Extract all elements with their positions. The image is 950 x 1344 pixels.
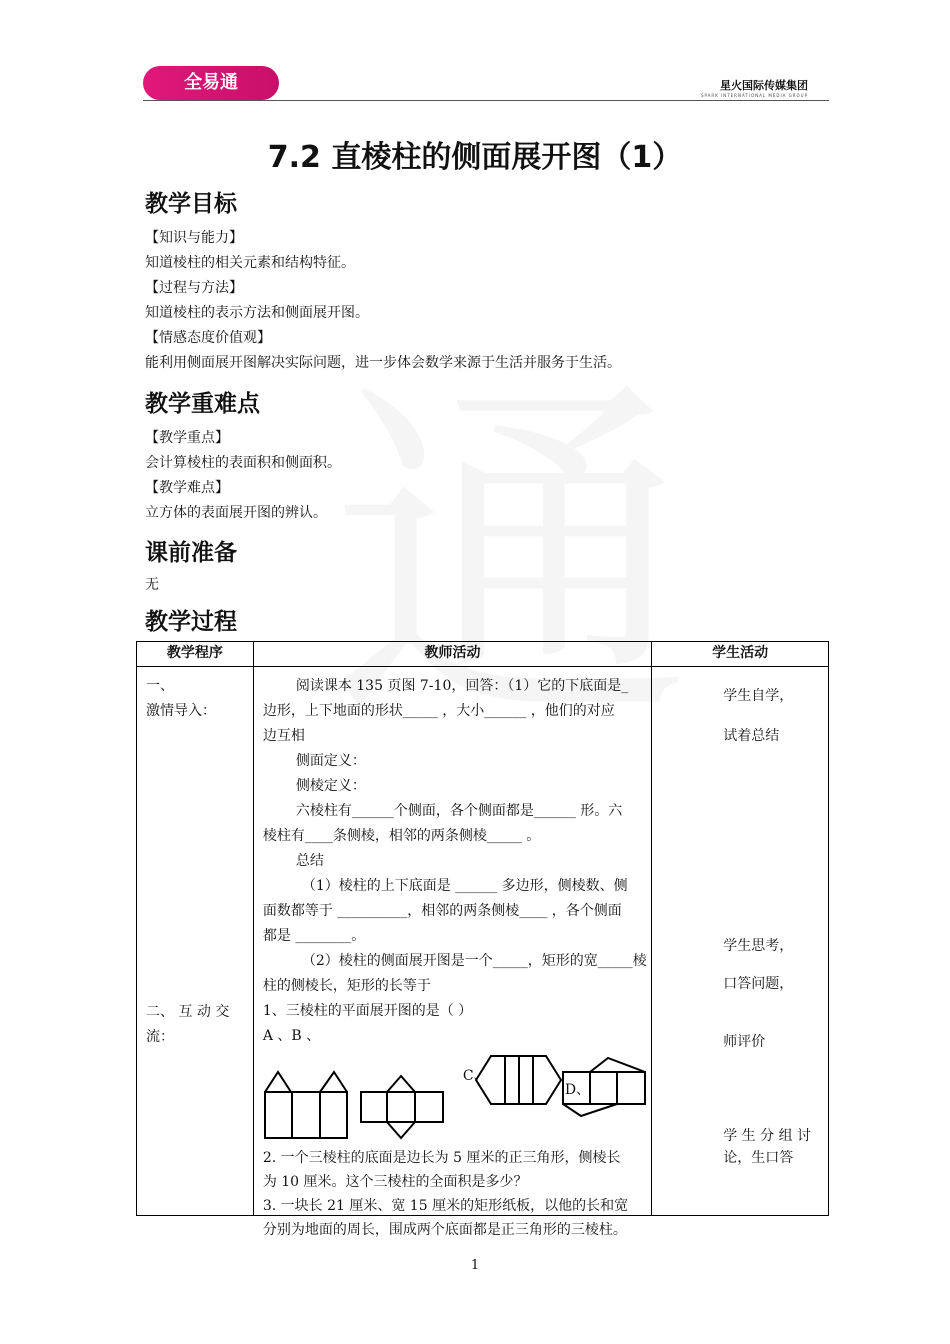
teacher-line: 边互相 — [262, 728, 305, 744]
teacher-line: 侧面定义： — [295, 753, 366, 769]
student-activity-cell — [652, 667, 829, 1216]
section-heading-keypoints: 教学重难点 — [145, 391, 260, 417]
student-line: 学生思考， — [723, 938, 794, 954]
teacher-line: 六棱柱有______个侧面，各个侧面都是______ 形。六 — [295, 803, 623, 819]
teacher-line: 2. 一个三棱柱的底面是边长为 5 厘米的正三角形，侧棱长 — [262, 1150, 621, 1166]
procedure-label: 流： — [146, 1029, 174, 1045]
student-line: 学 生 分 组 讨 — [723, 1128, 812, 1144]
keypoints-line: 【教学重点】 — [145, 430, 229, 446]
procedure-label: 二、 互 动 交 — [146, 1004, 230, 1020]
prep-text: 无 — [145, 577, 159, 593]
section-heading-process: 教学过程 — [145, 609, 237, 635]
goals-line: 知道棱柱的相关元素和结构特征。 — [145, 255, 355, 271]
teacher-line: A 、B 、 — [262, 1028, 321, 1044]
teacher-line: 1、三棱柱的平面展开图的是（ ） — [262, 1003, 473, 1019]
table-row — [137, 667, 829, 1216]
net-figure-b — [361, 1076, 443, 1138]
logo: 全易通 — [143, 66, 279, 100]
keypoints-text — [145, 428, 341, 523]
net-figure-c — [476, 1056, 561, 1104]
teacher-line: （1）棱柱的上下底面是 ______ 多边形，侧棱数、侧 — [301, 878, 628, 894]
net-figure-d — [563, 1058, 645, 1116]
procedure-label: 一、 — [146, 678, 174, 694]
teacher-line: 都是 ________。 — [262, 928, 366, 944]
section-heading-goals: 教学目标 — [145, 191, 237, 217]
procedure-label: 激情导入： — [146, 703, 216, 719]
teacher-line: C、 — [462, 1068, 488, 1084]
process-table — [136, 641, 829, 1238]
teacher-line: 为 10 厘米。这个三棱柱的全面积是多少？ — [262, 1174, 528, 1190]
student-line: 论，生口答 — [723, 1150, 794, 1166]
brand-en: SPARK INTERNATIONAL MEDIA GROUP — [700, 93, 808, 98]
section-heading-prep: 课前准备 — [145, 540, 237, 566]
table-header: 教师活动 — [253, 642, 651, 667]
teacher-line: 3. 一块长 21 厘米、宽 15 厘米的矩形纸板，以他的长和宽 — [262, 1198, 629, 1214]
brand — [701, 77, 808, 98]
teacher-line: D、 — [564, 1082, 591, 1098]
teacher-line: 侧棱定义： — [295, 778, 366, 794]
teacher-line: 阅读课本 135 页图 7-10，回答：（1）它的下底面是_ — [295, 678, 629, 694]
table-header: 学生活动 — [652, 642, 829, 667]
teacher-activity-cell — [253, 667, 651, 1238]
teacher-line: （2）棱柱的侧面展开图是一个_____，矩形的宽_____棱 — [301, 953, 647, 969]
teacher-line: 棱柱有____条侧棱，相邻的两条侧棱_____ 。 — [262, 828, 541, 844]
teacher-line: 柱的侧棱长，矩形的长等于 — [262, 978, 431, 994]
teacher-line: 面数都等于 __________，相邻的两条侧棱____ ，各个侧面 — [262, 903, 622, 919]
student-line: 学生自学， — [723, 688, 794, 704]
keypoints-line: 会计算棱柱的表面积和侧面积。 — [145, 455, 341, 471]
table-header-row — [137, 642, 829, 667]
student-line: 口答问题， — [723, 976, 794, 992]
page-title: 7.2 直棱柱的侧面展开图（1） — [267, 140, 683, 175]
table-header: 教学程序 — [137, 642, 254, 667]
keypoints-line: 【教学难点】 — [145, 480, 229, 496]
goals-line: 能利用侧面展开图解决实际问题，进一步体会数学来源于生活并服务于生活。 — [145, 355, 621, 371]
keypoints-line: 立方体的表面展开图的辨认。 — [145, 505, 327, 521]
teacher-line: 总结 — [295, 853, 324, 869]
teacher-line: 边形，上下地面的形状_____ ，大小______ ，他们的对应 — [262, 703, 615, 719]
goals-line: 【情感态度价值观】 — [145, 330, 271, 346]
net-figure-a — [265, 1072, 347, 1138]
procedure-cell — [137, 667, 254, 1216]
goals-line: 【过程与方法】 — [145, 280, 243, 296]
goals-line: 【知识与能力】 — [145, 230, 243, 246]
page-number: 1 — [470, 1258, 480, 1273]
header-divider — [143, 100, 829, 101]
student-line: 师评价 — [723, 1034, 766, 1050]
student-line: 试着总结 — [723, 728, 780, 744]
net-figures — [263, 1040, 653, 1140]
teacher-line: 分别为地面的周长，围成两个底面都是正三角形的三棱柱。 — [262, 1222, 627, 1238]
goals-text — [145, 228, 621, 373]
brand-cn: 星火国际传媒集团 — [720, 79, 808, 92]
goals-line: 知道棱柱的表示方法和侧面展开图。 — [145, 305, 369, 321]
